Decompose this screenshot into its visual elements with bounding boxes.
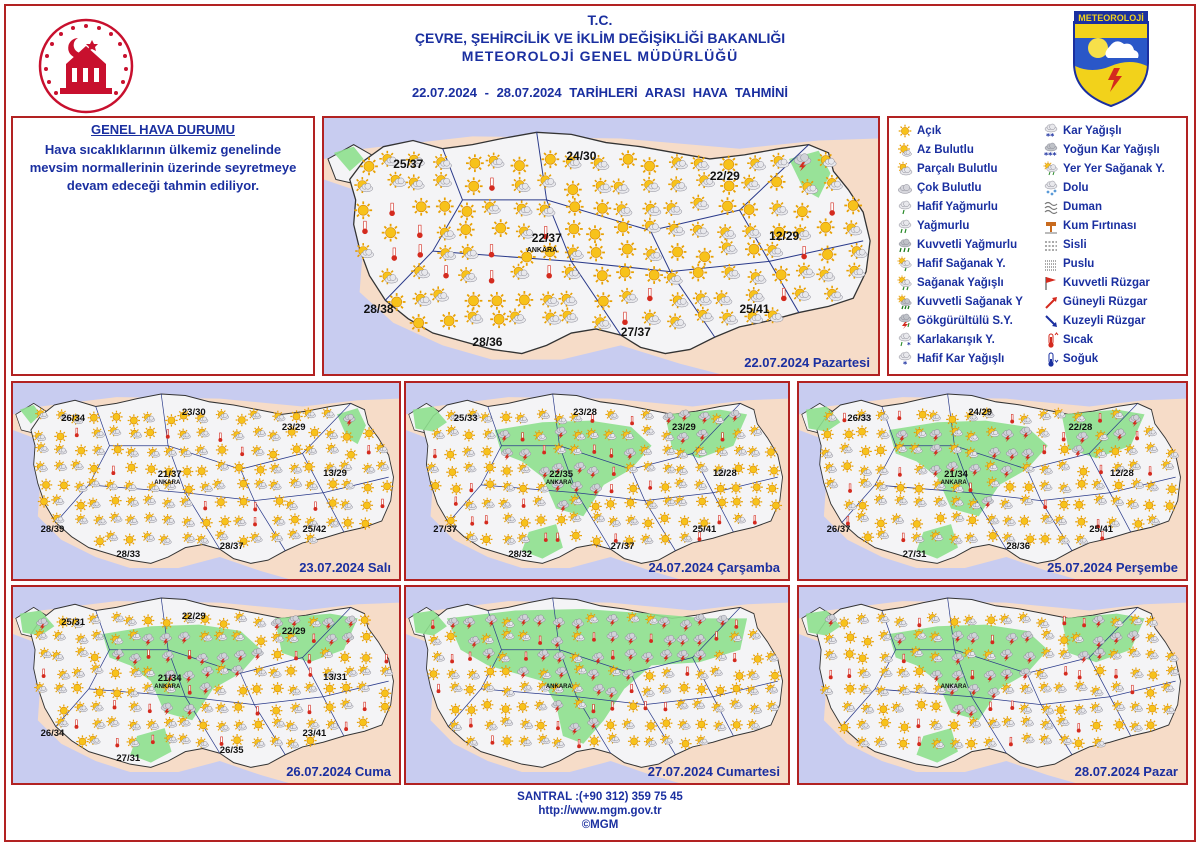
temperature-range-label: 27/31	[902, 549, 927, 561]
legend-item	[1043, 198, 1102, 216]
sleet-icon	[897, 332, 913, 348]
legend-item	[1043, 255, 1094, 273]
legend-item	[1043, 122, 1122, 140]
legend-label: Sıcak	[1063, 334, 1094, 346]
legend-item	[1043, 293, 1147, 311]
svg-text:*: *	[907, 341, 911, 348]
light-shower-icon	[897, 256, 913, 272]
capital-label: ANKARA	[526, 246, 558, 254]
legend-item	[1043, 179, 1089, 197]
strong-wind-icon	[1043, 275, 1059, 291]
legend-label: Gökgürültülü S.Y.	[917, 315, 1013, 327]
temperature-range-label: 22/37	[531, 230, 562, 245]
header-ministry: ÇEVRE, ŞEHİRCİLİK VE İKLİM DEĞİŞİKLİĞİ BAKANLIĞI	[414, 30, 786, 46]
legend-label: Yağmurlu	[917, 220, 970, 232]
temperature-range-label: 27/37	[433, 524, 458, 536]
legend-item	[897, 274, 1004, 292]
forecast-map-panel	[797, 585, 1188, 785]
temperature-range-label: 21/34	[157, 673, 182, 685]
header-tc: T.C.	[587, 12, 613, 28]
general-weather-title: GENEL HAVA DURUMU	[91, 122, 235, 137]
temperature-range-label: 23/41	[302, 728, 327, 740]
temperature-range-label: 25/41	[1089, 524, 1114, 536]
footer-copyright: ©MGM	[581, 819, 619, 831]
legend-label: Kuvvetli Sağanak Y	[917, 296, 1023, 308]
heavy-shower-icon	[897, 294, 913, 310]
header-date-range: 22.07.2024 - 28.07.2024 TARİHLERİ ARASI HAVA TAHMİNİ	[411, 85, 789, 100]
scattered-shower-icon	[1043, 161, 1059, 177]
legend-label: Güneyli Rüzgar	[1063, 296, 1148, 308]
temperature-range-label: 25/41	[739, 302, 770, 317]
ministry-emblem-icon	[36, 16, 136, 116]
header	[0, 8, 1200, 108]
panel-date-label: 22.07.2024 Pazartesi	[744, 355, 870, 370]
temperature-range-label: 13/31	[323, 671, 347, 683]
temperature-range-label: 22/29	[181, 610, 206, 622]
temperature-range-label: 28/37	[219, 541, 244, 553]
forecast-map-panel	[11, 381, 401, 581]
temperature-range-label: 27/37	[610, 541, 635, 553]
temperature-range-label: 25/41	[692, 524, 717, 536]
thunderstorm-icon	[897, 313, 913, 329]
temperature-range-label: 12/28	[1109, 467, 1134, 479]
footer-url[interactable]: http://www.mgm.gov.tr	[538, 805, 662, 817]
temperature-range-label: 22/28	[1068, 422, 1093, 434]
temperature-range-label: 26/35	[219, 745, 244, 757]
sun-icon	[897, 123, 913, 139]
temperature-range-label: 21/37	[157, 469, 182, 481]
temperature-range-label: 12/28	[712, 467, 737, 479]
partly-cloudy-icon	[897, 161, 913, 177]
forecast-map-panel	[797, 381, 1188, 581]
temperature-range-label: 26/37	[826, 524, 851, 536]
hot-thermometer-icon	[1043, 332, 1059, 348]
panel-date-label: 23.07.2024 Salı	[299, 560, 391, 575]
legend-item	[1043, 160, 1165, 178]
legend-item	[897, 160, 998, 178]
legend-label: Hafif Kar Yağışlı	[917, 353, 1005, 365]
legend-label: Kuvvetli Yağmurlu	[917, 239, 1018, 251]
temperature-range-label: 21/34	[944, 469, 968, 481]
mostly-sunny-icon	[897, 142, 913, 158]
temperature-range-label: 22/29	[281, 626, 306, 638]
panel-date-label: 26.07.2024 Cuma	[286, 764, 391, 779]
legend-label: Hafif Sağanak Y.	[917, 258, 1006, 270]
temperature-range-label: 12/29	[769, 228, 800, 243]
temperature-range-label: 28/36	[472, 335, 503, 350]
svg-text:***: ***	[1044, 151, 1057, 158]
panel-date-label: 28.07.2024 Pazar	[1074, 764, 1178, 779]
legend-label: Kuzeyli Rüzgar	[1063, 315, 1146, 327]
temperature-range-label: 26/34	[61, 412, 86, 424]
panel-date-label: 27.07.2024 Cumartesi	[647, 764, 780, 779]
legend-item	[897, 293, 1023, 311]
general-weather-box	[11, 116, 315, 376]
capital-label: ANKARA	[154, 683, 181, 690]
south-wind-arrow-icon	[1043, 294, 1059, 310]
temperature-range-label: 27/37	[620, 324, 651, 339]
legend-label: Yoğun Kar Yağışlı	[1063, 144, 1160, 156]
legend-item	[897, 141, 974, 159]
cloudy-icon	[897, 180, 913, 196]
temperature-range-label: 24/30	[566, 148, 597, 163]
temperature-range-label: 26/33	[847, 412, 872, 424]
legend-label: Çok Bulutlu	[917, 182, 982, 194]
forecast-map-panel	[404, 585, 790, 785]
legend-label: Karlakarışık Y.	[917, 334, 995, 346]
legend-item	[1043, 217, 1136, 235]
hail-icon	[1043, 180, 1059, 196]
temperature-range-label: 28/39	[40, 524, 65, 536]
legend-item	[1043, 312, 1145, 330]
turkey-map	[406, 587, 788, 783]
haze-icon	[1043, 256, 1059, 272]
temperature-range-label: 13/29	[323, 467, 347, 479]
capital-label: ANKARA	[940, 479, 967, 486]
legend-label: Az Bulutlu	[917, 144, 974, 156]
legend-label: Soğuk	[1063, 353, 1099, 365]
legend-label: Duman	[1063, 201, 1102, 213]
temperature-range-label: 25/33	[453, 412, 478, 424]
header-directorate: METEOROLOJİ GENEL MÜDÜRLÜĞÜ	[461, 48, 739, 64]
temperature-range-label: 23/30	[181, 406, 206, 418]
forecast-map-panel	[404, 381, 790, 581]
forecast-map-panel	[11, 585, 401, 785]
legend	[887, 116, 1188, 376]
capital-label: ANKARA	[154, 479, 181, 486]
legend-item	[897, 331, 995, 349]
temperature-range-label: 23/29	[672, 422, 696, 434]
temperature-range-label: 22/35	[549, 469, 574, 481]
footer-phone: SANTRAL :(+90 312) 359 75 45	[517, 791, 683, 803]
svg-text:**: **	[1046, 132, 1055, 139]
legend-item	[897, 179, 982, 197]
capital-label: ANKARA	[545, 479, 572, 486]
temperature-range-label: 28/36	[1006, 541, 1031, 553]
fog-icon	[1043, 237, 1059, 253]
temperature-range-label: 27/31	[116, 753, 141, 765]
shower-icon	[897, 275, 913, 291]
legend-label: Puslu	[1063, 258, 1095, 270]
legend-item	[1043, 350, 1098, 368]
capital-label: ANKARA	[940, 683, 967, 690]
temperature-range-label: 25/31	[61, 616, 86, 628]
legend-label: Kum Fırtınası	[1063, 220, 1137, 232]
panel-date-label: 24.07.2024 Çarşamba	[648, 560, 780, 575]
temperature-range-label: 28/32	[508, 549, 533, 561]
temperature-range-label: 23/28	[573, 406, 597, 418]
general-weather-text: Hava sıcaklıklarının ülkemiz genelinde mevsim normallerinin üzerinde seyretmeye devam edeceği tahmin ediliyor.	[29, 142, 297, 193]
legend-item	[1043, 331, 1093, 349]
legend-item	[1043, 236, 1087, 254]
sandstorm-icon	[1043, 218, 1059, 234]
meteoroloji-logo-icon	[1070, 8, 1152, 108]
legend-item	[897, 122, 941, 140]
temperature-range-label: 25/42	[302, 524, 327, 536]
forecast-map-panel	[322, 116, 880, 376]
cold-thermometer-icon	[1043, 351, 1059, 367]
legend-label: Kuvvetli Rüzgar	[1063, 277, 1150, 289]
legend-item	[897, 255, 1006, 273]
temperature-range-label: 28/33	[116, 549, 141, 561]
smoke-icon	[1043, 199, 1059, 215]
north-wind-arrow-icon	[1043, 313, 1059, 329]
legend-item	[1043, 141, 1160, 159]
heavy-rain-icon	[897, 237, 913, 253]
temperature-range-label: 26/34	[40, 728, 65, 740]
temperature-range-label: 23/29	[281, 422, 306, 434]
snow-icon	[1043, 123, 1059, 139]
legend-item	[1043, 274, 1150, 292]
light-rain-icon	[897, 199, 913, 215]
capital-label: ANKARA	[545, 683, 572, 690]
legend-item	[897, 312, 1013, 330]
temperature-range-label: 28/38	[363, 302, 394, 317]
legend-label: Parçalı Bulutlu	[917, 163, 998, 175]
legend-item	[897, 350, 1004, 368]
footer	[0, 790, 1200, 832]
rain-icon	[897, 218, 913, 234]
legend-label: Dolu	[1063, 182, 1089, 194]
legend-item	[897, 217, 969, 235]
logo-text: METEOROLOJİ	[1078, 13, 1144, 23]
panel-date-label: 25.07.2024 Perşembe	[1047, 560, 1178, 575]
temperature-range-label: 25/37	[393, 156, 424, 171]
legend-label: Kar Yağışlı	[1063, 125, 1122, 137]
heavy-snow-icon	[1043, 142, 1059, 158]
legend-label: Yer Yer Sağanak Y.	[1063, 163, 1165, 175]
light-snow-icon	[897, 351, 913, 367]
legend-label: Hafif Yağmurlu	[917, 201, 998, 213]
legend-item	[897, 236, 1017, 254]
legend-item	[897, 198, 998, 216]
svg-text:*: *	[903, 360, 908, 367]
turkey-map	[799, 587, 1186, 783]
temperature-range-label: 22/29	[709, 169, 740, 184]
temperature-range-label: 24/29	[968, 406, 993, 418]
legend-label: Sisli	[1063, 239, 1087, 251]
legend-label: Sağanak Yağışlı	[917, 277, 1004, 289]
legend-label: Açık	[917, 125, 942, 137]
